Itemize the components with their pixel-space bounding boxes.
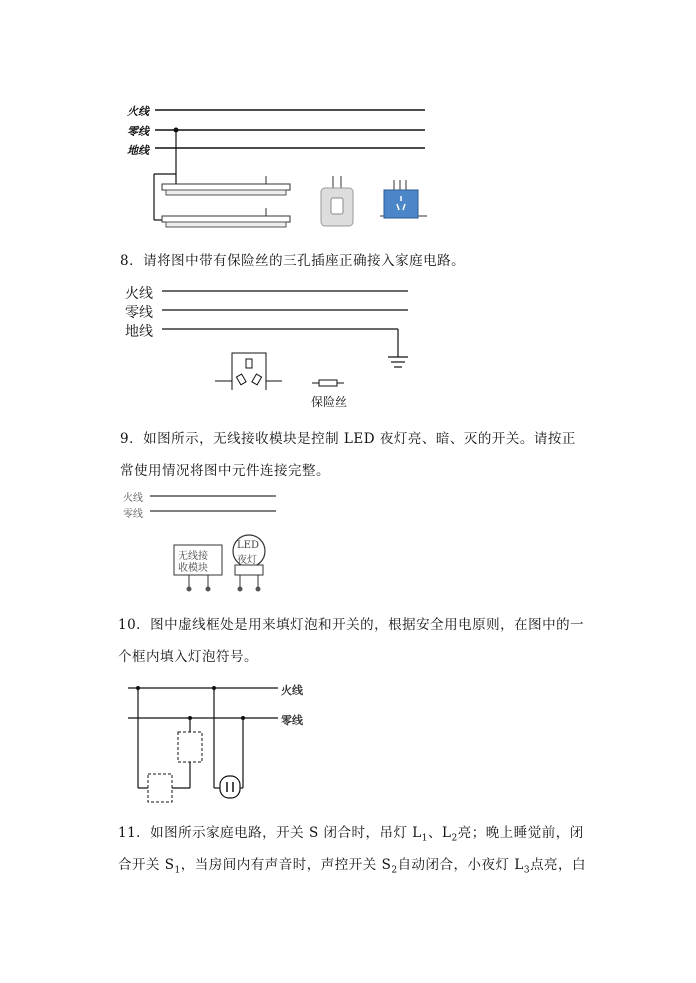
question-10-line-1: 10．图中虚线框处是用来填灯泡和开关的，根据安全用电原则，在图中的一 — [118, 617, 585, 633]
diagram-2-wiring — [160, 285, 420, 390]
neutral-wire-label: 零线 — [127, 125, 149, 138]
fuse-label: 保险丝 — [311, 395, 348, 409]
question-11-line-1: 11．如图所示家庭电路，开关 S 闭合时，吊灯 $L_1$、$L_2$亮；晚上睡觉前，闭 — [118, 825, 584, 844]
three-hole-socket — [380, 180, 427, 218]
wall-switch — [321, 176, 353, 226]
ground-symbol — [388, 329, 408, 367]
live-wire-label: 火线 — [123, 493, 143, 504]
wireless-module-label-2: 收模块 — [178, 563, 208, 574]
diagram-4-wiring — [120, 678, 290, 808]
dashed-box-right — [178, 732, 202, 762]
neutral-wire-label: 零线 — [123, 509, 143, 520]
fluorescent-lamp-bottom — [162, 208, 290, 227]
live-wire-label: 火线 — [281, 684, 303, 697]
fluorescent-lamp-top — [162, 176, 290, 195]
two-hole-socket — [220, 776, 240, 798]
dashed-box-left — [148, 774, 172, 802]
question-11-line-2: 合开关 $S_1$，当房间内有声音时，声控开关 $S_2$自动闭合，小夜灯 $L_3$点亮，白 — [118, 857, 587, 876]
three-hole-socket — [215, 353, 282, 390]
diagram-1-wiring — [140, 100, 440, 235]
neutral-wire-label: 零线 — [125, 305, 153, 321]
question-8-text: 8．请将图中带有保险丝的三孔插座正确接入家庭电路。 — [120, 253, 466, 269]
question-9-line-1: 9．如图所示，无线接收模块是控制 LED 夜灯亮、暗、灭的开关。请按正 — [120, 431, 576, 447]
neutral-wire-label: 零线 — [281, 714, 303, 727]
ground-wire-label: 地线 — [125, 324, 153, 340]
wireless-module-label-1: 无线接 — [178, 551, 208, 562]
diagram-3-wiring — [140, 490, 290, 600]
question-9-line-2: 常使用情况将图中元件连接完整。 — [120, 463, 330, 479]
live-wire-label: 火线 — [125, 286, 153, 302]
fuse-symbol — [312, 380, 344, 386]
led-label-1: LED — [237, 540, 259, 551]
led-label-2: 夜灯 — [237, 555, 257, 566]
question-10-line-2: 个框内填入灯泡符号。 — [118, 649, 258, 665]
live-wire-label: 火线 — [127, 105, 149, 118]
ground-wire-label: 地线 — [127, 144, 149, 157]
